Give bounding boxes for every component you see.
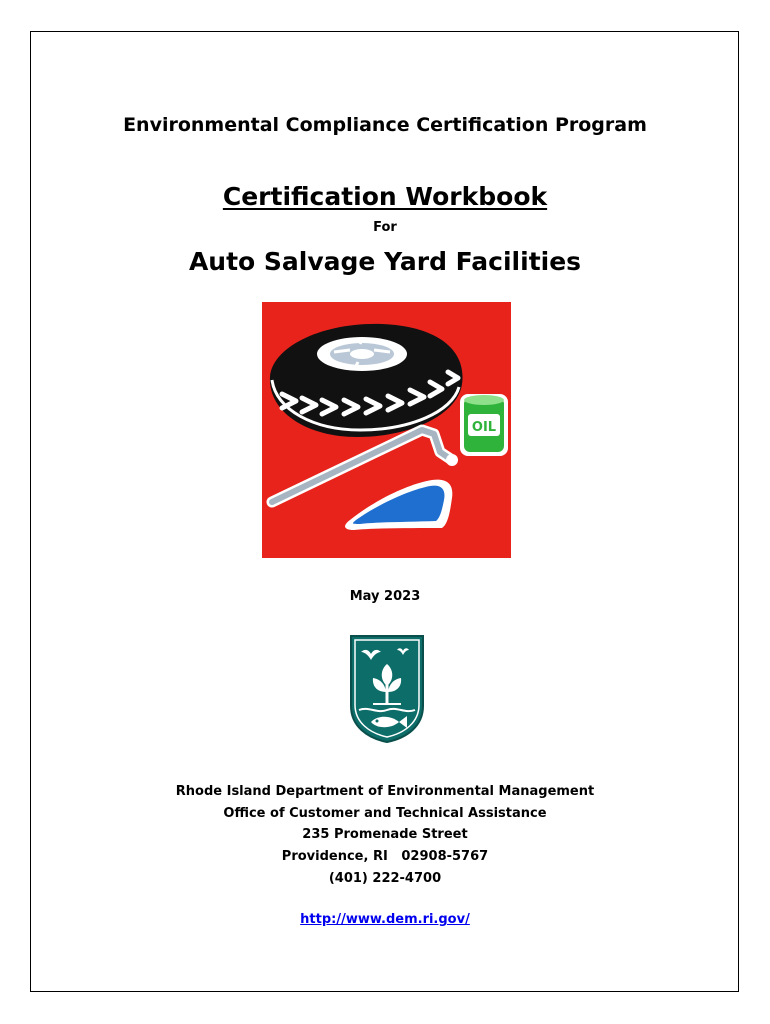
program-name: Environmental Compliance Certification Program: [123, 114, 647, 136]
ri-dem-shield-logo: [349, 634, 425, 744]
street-address: 235 Promenade Street: [302, 827, 468, 842]
website-link[interactable]: http://www.dem.ri.gov/: [300, 912, 470, 927]
agency-name: Rhode Island Department of Environmental Management: [175, 784, 595, 799]
for-label: For: [373, 220, 397, 235]
oil-label: OIL: [471, 420, 497, 435]
oil-can-icon: [460, 394, 508, 456]
facility-type-title: Auto Salvage Yard Facilities: [188, 247, 582, 276]
tire-oil-can-wrench-clipart: [262, 302, 511, 558]
publication-date: May 2023: [349, 589, 421, 604]
workbook-title: Certification Workbook: [222, 182, 548, 211]
office-name: Office of Customer and Technical Assistance: [223, 806, 547, 821]
phone-number: (401) 222-4700: [328, 871, 442, 886]
city-state-zip: Providence, RI 02908-5767: [281, 849, 489, 864]
